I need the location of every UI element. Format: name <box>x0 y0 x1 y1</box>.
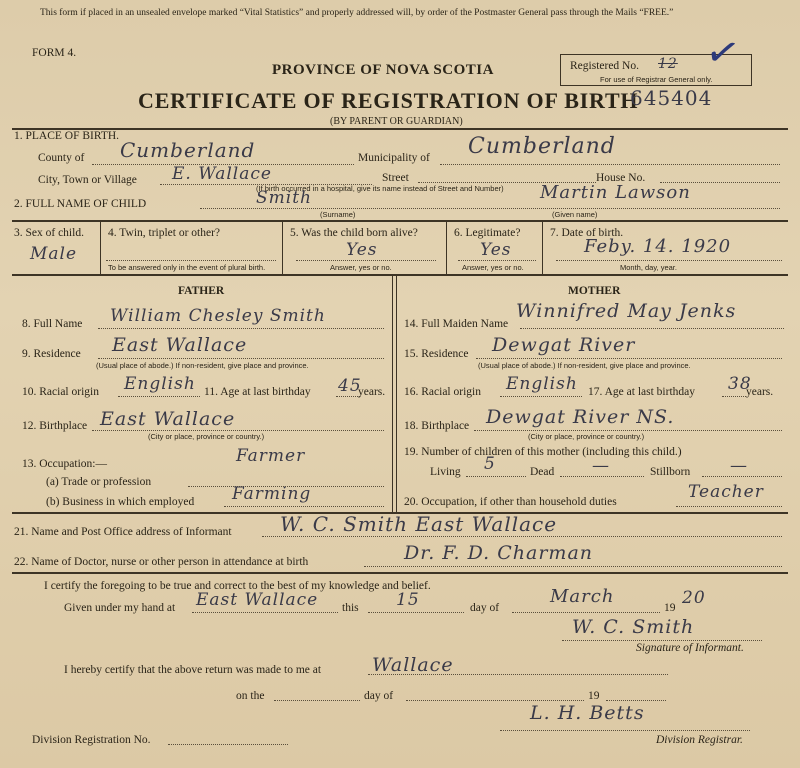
check-mark-icon: ✓ <box>701 27 744 79</box>
dead-value: — <box>592 456 610 476</box>
municipality-value: Cumberland <box>468 134 616 159</box>
divider <box>12 128 788 130</box>
mother-age-label: 17. Age at last birthday <box>588 386 695 398</box>
mother-name: Winnifred May Jenks <box>516 300 737 322</box>
registrar-text: I hereby certify that the above return was made to me at <box>64 664 322 676</box>
registrar-year-label: 19 <box>588 690 600 702</box>
year-suffix: 20 <box>682 588 706 608</box>
registered-value: 12 <box>658 56 678 72</box>
informant-value: W. C. Smith East Wallace <box>280 512 558 536</box>
city-label: City, Town or Village <box>38 174 137 186</box>
subtitle: (BY PARENT OR GUARDIAN) <box>330 116 463 127</box>
city-value: E. Wallace <box>172 164 272 184</box>
cert-month: March <box>550 586 615 607</box>
province-title: PROVINCE OF NOVA SCOTIA <box>272 62 494 78</box>
doctor-label: 22. Name of Doctor, nurse or other person in attendance at birth <box>14 556 309 568</box>
father-occ-label: 13. Occupation:— <box>22 458 107 470</box>
legitimate-note: Answer, yes or no. <box>462 263 524 272</box>
trade-label: (a) Trade or profession <box>46 476 152 488</box>
doctor-value: Dr. F. D. Charman <box>404 542 594 564</box>
on-the-label: on the <box>236 690 265 702</box>
mother-res-label: 15. Residence <box>404 348 469 360</box>
mother-residence: Dewgat River <box>492 334 636 356</box>
mother-bp-note: (City or place, province or country.) <box>528 432 645 441</box>
child-name-label: 2. FULL NAME OF CHILD <box>14 198 147 210</box>
father-business: Farming <box>232 484 312 504</box>
father-res-label: 9. Residence <box>22 348 81 360</box>
mother-race-label: 16. Racial origin <box>404 386 481 398</box>
mother-years: years. <box>746 386 774 398</box>
registered-note: For use of Registrar General only. <box>600 75 713 84</box>
mother-birthplace: Dewgat River NS. <box>486 406 675 428</box>
stillborn-value: — <box>730 456 748 476</box>
certificate-title: CERTIFICATE OF REGISTRATION OF BIRTH <box>138 88 639 113</box>
stillborn-label: Stillborn <box>650 466 691 478</box>
division-registrar-caption: Division Registrar. <box>656 734 743 746</box>
father-residence: East Wallace <box>112 334 248 356</box>
section-place-of-birth: 1. PLACE OF BIRTH. <box>14 130 120 142</box>
certify-text: I certify the foregoing to be true and correct to the best of my knowledge and belief. <box>44 580 431 592</box>
division-no-label: Division Registration No. <box>32 734 151 746</box>
street-label: Street <box>382 172 409 184</box>
alive-value: Yes <box>346 240 378 260</box>
father-birthplace: East Wallace <box>100 408 236 430</box>
county-value: Cumberland <box>120 138 256 162</box>
dob-note: Month, day, year. <box>620 263 677 272</box>
father-age-label: 11. Age at last birthday <box>204 386 311 398</box>
father-bp-note: (City or place, province or country.) <box>148 432 265 441</box>
this-label: this <box>342 602 359 614</box>
given-label: Given under my hand at <box>64 602 176 614</box>
child-given-name: Martin Lawson <box>540 182 691 203</box>
informant-signature: W. C. Smith <box>572 616 695 638</box>
father-header: FATHER <box>178 285 225 297</box>
registrar-signature: L. H. Betts <box>530 702 645 724</box>
registrar-place: Wallace <box>372 654 454 676</box>
father-name: William Chesley Smith <box>110 306 326 326</box>
father-bp-label: 12. Birthplace <box>22 420 88 432</box>
sex-label: 3. Sex of child. <box>14 227 84 239</box>
father-name-label: 8. Full Name <box>22 318 83 330</box>
living-label: Living <box>430 466 461 478</box>
given-place: East Wallace <box>196 590 319 610</box>
living-value: 5 <box>484 454 496 474</box>
hospital-note: (If birth occurred in a hospital, give its name instead of Street and Number) <box>256 184 504 193</box>
municipality-label: Municipality of <box>358 152 430 164</box>
mother-occupation: Teacher <box>688 482 764 502</box>
mother-header: MOTHER <box>568 285 621 297</box>
form-number: FORM 4. <box>32 47 77 59</box>
dead-label: Dead <box>530 466 555 478</box>
sex-value: Male <box>30 244 78 264</box>
signature-caption: Signature of Informant. <box>636 642 744 654</box>
dob-value: Feby. 14. 1920 <box>584 236 732 257</box>
postal-notice: This form if placed in an unsealed envelope marked “Vital Statistics” and properly addressed will, by order of the Postmaster General pass through the Mails “FREE.” <box>40 8 674 18</box>
mother-age: 38 <box>728 374 752 394</box>
twin-label: 4. Twin, triplet or other? <box>108 227 221 239</box>
legitimate-label: 6. Legitimate? <box>454 227 521 239</box>
dob-label: 7. Date of birth. <box>550 227 624 239</box>
surname-caption: (Surname) <box>320 210 356 219</box>
father-race: English <box>124 374 196 394</box>
legitimate-value: Yes <box>480 240 512 260</box>
mother-name-label: 14. Full Maiden Name <box>404 318 509 330</box>
father-age: 45 <box>338 376 362 396</box>
father-race-label: 10. Racial origin <box>22 386 99 398</box>
given-caption: (Given name) <box>552 210 598 219</box>
children-label: 19. Number of children of this mother (including this child.) <box>404 446 682 458</box>
day-of-label: day of <box>470 602 500 614</box>
father-occupation: Farmer <box>236 446 306 466</box>
business-label: (b) Business in which employed <box>46 496 195 508</box>
cert-day: 15 <box>396 590 420 610</box>
county-label: County of <box>38 152 85 164</box>
mother-bp-label: 18. Birthplace <box>404 420 470 432</box>
mother-res-note: (Usual place of abode.) If non-resident, give place and province. <box>478 361 691 370</box>
registered-label: Registered No. <box>570 60 639 72</box>
house-label: House No. <box>596 172 646 184</box>
child-surname: Smith <box>256 188 312 208</box>
alive-label: 5. Was the child born alive? <box>290 227 418 239</box>
father-res-note: (Usual place of abode.) If non-resident, give place and province. <box>96 361 309 370</box>
twin-note: To be answered only in the event of plural birth. <box>108 263 266 272</box>
certificate-number: 645404 <box>630 86 713 110</box>
informant-label: 21. Name and Post Office address of Informant <box>14 526 232 538</box>
mother-occ-label: 20. Occupation, if other than household duties <box>404 496 617 508</box>
alive-note: Answer, yes or no. <box>330 263 392 272</box>
year-prefix: 19 <box>664 602 676 614</box>
registrar-day-label: day of <box>364 690 394 702</box>
mother-race: English <box>506 374 578 394</box>
father-years: years. <box>358 386 386 398</box>
